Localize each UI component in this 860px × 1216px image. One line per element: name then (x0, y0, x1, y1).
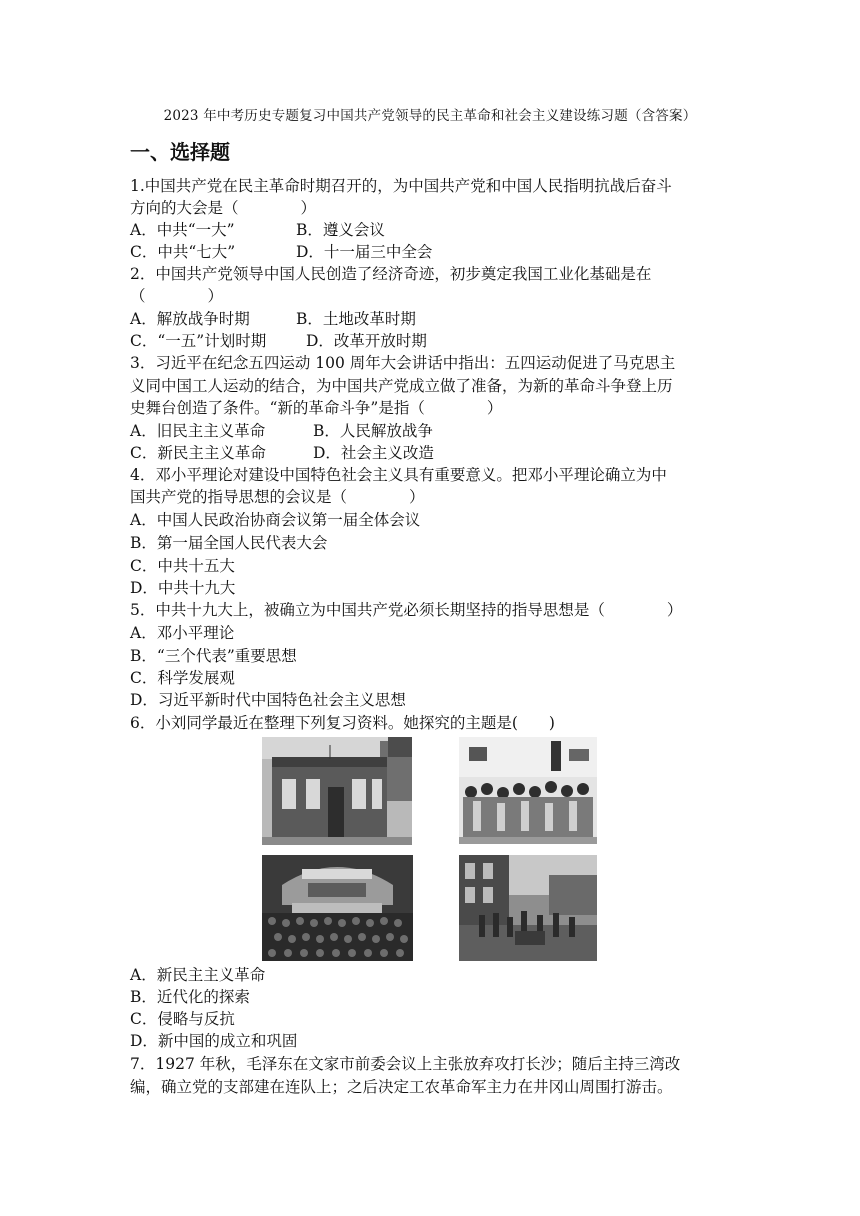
street-scene-photo (459, 855, 597, 961)
q3-stem-line-1: 3．习近平在纪念五四运动 100 周年大会讲话中指出：五四运动促进了马克思主 (130, 354, 676, 372)
document-title: 2023 年中考历史专题复习中国共产党领导的民主革命和社会主义建设练习题（含答案） (163, 108, 697, 124)
q6-stem-line-1: 6．小刘同学最近在整理下列复习资料。她探究的主题是( ) (130, 714, 555, 732)
q2-stem-line-2: （ ） (130, 287, 224, 305)
q3-stem-line-2: 义同中国工人运动的结合，为中国共产党成立做了准备，为新的革命斗争登上历 (130, 377, 673, 395)
q1-option-a: A．中共“一大” (130, 221, 235, 239)
q1-option-d: D．十一届三中全会 (296, 243, 433, 261)
q7-stem-line-2: 编，确立党的支部建在连队上；之后决定工农革命军主力在井冈山周围打游击。 (130, 1078, 673, 1096)
q3-stem-line-3: 史舞台创造了条件。“新的革命斗争”是指（ ） (130, 399, 503, 417)
q6-option-c: C．侵略与反抗 (130, 1010, 235, 1028)
q3-option-c: C．新民主主义革命 (130, 444, 266, 462)
q3-option-a: A．旧民主主义革命 (130, 422, 266, 440)
q1-option-c: C．中共“七大” (130, 243, 236, 261)
section-heading: 一、选择题 (130, 140, 230, 164)
q6-option-a: A．新民主主义革命 (130, 966, 266, 984)
historic-building-photo (262, 737, 412, 845)
q2-option-d: D．改革开放时期 (306, 332, 427, 350)
q2-stem-line-1: 2．中国共产党领导中国人民创造了经济奇迹，初步奠定我国工业化基础是在 (130, 265, 652, 283)
q3-option-d: D．社会主义改造 (313, 444, 434, 462)
q4-option-d: D．中共十九大 (130, 579, 236, 597)
q5-option-a: A．邓小平理论 (130, 624, 235, 642)
q5-option-d: D．习近平新时代中国特色社会主义思想 (130, 691, 406, 709)
q1-stem-line-2: 方向的大会是（ ） (130, 199, 317, 217)
q7-stem-line-1: 7．1927 年秋，毛泽东在文家市前委会议上主张放弃攻打长沙；随后主持三湾改 (130, 1055, 681, 1073)
q4-stem-line-2: 国共产党的指导思想的会议是（ ） (130, 488, 425, 506)
meeting-hall-photo (262, 855, 413, 961)
q1-stem-line-1: 1.中国共产党在民主革命时期召开的，为中国共产党和中国人民指明抗战后奋斗 (130, 177, 672, 195)
q6-option-b: B．近代化的探索 (130, 988, 250, 1006)
q4-option-c: C．中共十五大 (130, 557, 235, 575)
q4-option-a: A．中国人民政治协商会议第一届全体会议 (130, 511, 421, 529)
q4-option-b: B．第一届全国人民代表大会 (130, 534, 328, 552)
q5-option-c: C．科学发展观 (130, 669, 235, 687)
q1-option-b: B．遵义会议 (296, 221, 385, 239)
q5-stem-line-1: 5．中共十九大上，被确立为中国共产党必须长期坚持的指导思想是（ ） (130, 601, 683, 619)
q6-option-d: D．新中国的成立和巩固 (130, 1032, 298, 1050)
q5-option-b: B．“三个代表”重要思想 (130, 647, 297, 665)
q2-option-b: B．土地改革时期 (296, 310, 416, 328)
q2-option-c: C．“一五”计划时期 (130, 332, 267, 350)
q2-option-a: A．解放战争时期 (130, 310, 250, 328)
crowd-rally-photo (459, 737, 597, 844)
q4-stem-line-1: 4．邓小平理论对建设中国特色社会主义具有重要意义。把邓小平理论确立为中 (130, 466, 667, 484)
q3-option-b: B．人民解放战争 (313, 422, 433, 440)
